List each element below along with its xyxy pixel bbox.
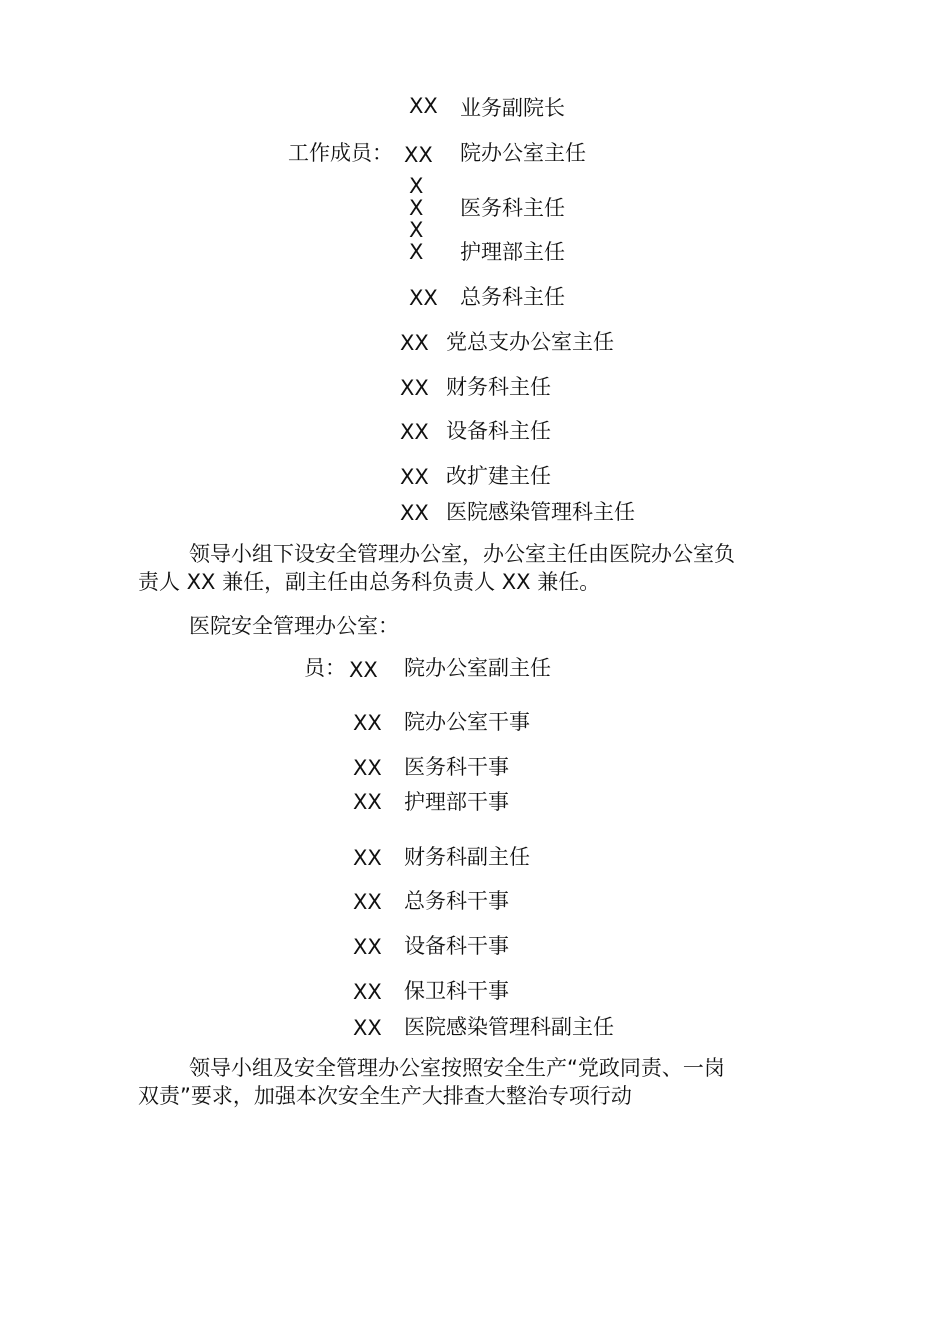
- office-member-name: XX: [353, 846, 382, 870]
- member-name: X: [409, 196, 424, 220]
- member-title: 设备科主任: [446, 419, 551, 443]
- office-member-name: XX: [353, 790, 382, 814]
- office-member-name: XX: [353, 890, 382, 914]
- member-name: XX: [400, 501, 429, 525]
- office-label: 员：: [304, 656, 346, 680]
- member-name: XX: [400, 465, 429, 489]
- office-member-title: 院办公室干事: [404, 710, 530, 734]
- office-member-name: XX: [353, 935, 382, 959]
- member-title: 党总支办公室主任: [446, 330, 614, 354]
- member-name: X: [409, 174, 424, 198]
- member-title: 财务科主任: [446, 375, 551, 399]
- office-member-title: 总务科干事: [404, 889, 509, 913]
- office-member-title: 医务科干事: [404, 755, 509, 779]
- member-name: X: [409, 240, 424, 264]
- paragraph-line: 双责”要求，加强本次安全生产大排查大整治专项行动: [138, 1084, 632, 1108]
- office-member-title: 医院感染管理科副主任: [404, 1015, 614, 1039]
- leader-name: XX: [409, 94, 438, 118]
- paragraph-line: 领导小组下设安全管理办公室，办公室主任由医院办公室负: [189, 542, 735, 566]
- office-member-title: 设备科干事: [404, 934, 509, 958]
- office-member-title: 院办公室副主任: [404, 656, 551, 680]
- office-member-name: XX: [353, 756, 382, 780]
- member-title: 总务科主任: [460, 285, 565, 309]
- member-name: X: [409, 218, 424, 242]
- member-title: 院办公室主任: [460, 141, 586, 165]
- office-member-name: XX: [353, 980, 382, 1004]
- leader-title: 业务副院长: [460, 96, 565, 120]
- paragraph-line: 责人 XX 兼任，副主任由总务科负责人 XX 兼任。: [138, 570, 601, 594]
- office-member-title: 保卫科干事: [404, 979, 509, 1003]
- member-name: XX: [404, 143, 433, 167]
- member-title: 改扩建主任: [446, 464, 551, 488]
- office-member-name: XX: [353, 711, 382, 735]
- member-title: 医院感染管理科主任: [446, 500, 635, 524]
- office-member-name: XX: [349, 658, 378, 682]
- member-name: XX: [400, 376, 429, 400]
- member-title: 医务科主任: [460, 196, 565, 220]
- office-member-name: XX: [353, 1016, 382, 1040]
- paragraph-line: 领导小组及安全管理办公室按照安全生产“党政同责、一岗: [189, 1056, 725, 1080]
- member-title: 护理部主任: [460, 240, 565, 264]
- member-name: XX: [400, 420, 429, 444]
- member-name: XX: [400, 331, 429, 355]
- members-label: 工作成员：: [288, 141, 393, 165]
- office-member-title: 财务科副主任: [404, 845, 530, 869]
- office-heading: 医院安全管理办公室：: [189, 614, 399, 638]
- office-member-title: 护理部干事: [404, 790, 509, 814]
- member-name: XX: [409, 286, 438, 310]
